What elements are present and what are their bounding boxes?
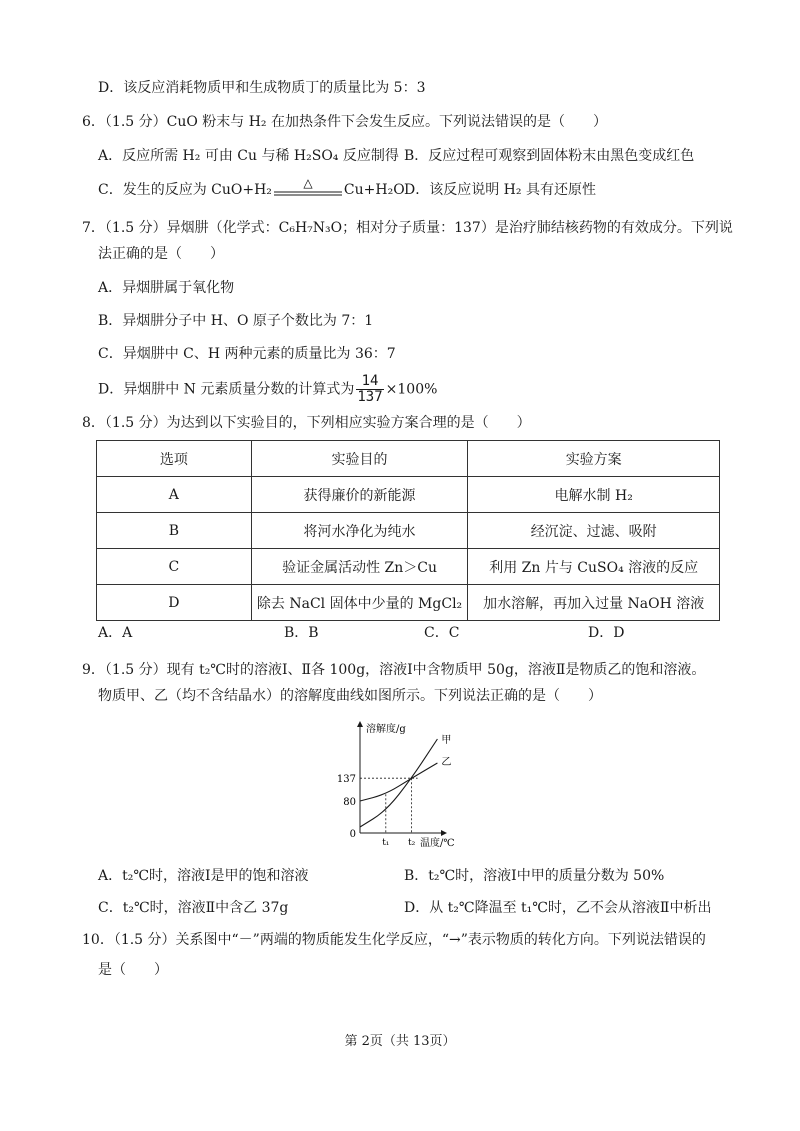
q7-option-d-text: D．异烟肼中 N 元素质量分数的计算式为 [98, 381, 355, 398]
x-tick-label: t₁ [382, 838, 390, 848]
q9-stem-line2: 物质甲、乙（均不含结晶水）的溶解度曲线如图所示。下列说法正确的是（ ） [98, 688, 602, 704]
table-cell: D [97, 585, 252, 621]
q6-option-b: B．反应过程可观察到固体粉末由黑色变成红色 [404, 148, 695, 164]
table-row [97, 585, 720, 621]
q6-option-d: D．该反应说明 H₂ 具有还原性 [404, 182, 596, 198]
q6-option-a: A．反应所需 H₂ 可由 Cu 与稀 H₂SO₄ 反应制得 [98, 148, 399, 164]
series-line-jia [360, 739, 437, 827]
table-cell: B [97, 513, 252, 549]
q9-stem-line1: 9．（1.5 分）现有 t₂℃时的溶液Ⅰ、Ⅱ各 100g，溶液Ⅰ中含物质甲 50g，溶液Ⅱ是物质乙的饱和溶液。 [82, 662, 706, 678]
fraction [356, 374, 383, 405]
table-cell: 利用 Zn 片与 CuSO₄ 溶液的反应 [468, 549, 720, 585]
q10-stem-line1: 10．（1.5 分）关系图中“－”两端的物质能发生化学反应，“→”表示物质的转化方向。下列说法错误的 [82, 932, 706, 948]
q7-option-d-suffix: ×100% [385, 381, 438, 398]
solubility-chart [336, 718, 470, 858]
heating-condition [272, 176, 344, 200]
q9-option-b: B．t₂℃时，溶液Ⅰ中甲的质量分数为 50% [404, 868, 665, 884]
table-header-row [97, 441, 720, 477]
series-label-jia: 甲 [441, 735, 452, 746]
table-row [97, 477, 720, 513]
q9-option-d: D．从 t₂℃降温至 t₁℃时，乙不会从溶液Ⅱ中析出 [404, 900, 712, 916]
table-header: 选项 [97, 441, 252, 477]
y-tick-label: 137 [336, 774, 356, 786]
q8-option-c: C．C [424, 625, 460, 641]
table-header: 实验方案 [468, 441, 720, 477]
page-footer: 第 2页（共 13页） [344, 1034, 456, 1049]
table-header: 实验目的 [251, 441, 468, 477]
table-cell: A [97, 477, 252, 513]
x-axis-label: 温度/℃ [420, 838, 455, 849]
q6-option-c [98, 176, 405, 200]
experiment-table [96, 440, 720, 621]
q8-stem: 8．（1.5 分）为达到以下实验目的，下列相应实验方案合理的是（ ） [82, 415, 531, 431]
table-cell: 获得廉价的新能源 [251, 477, 468, 513]
q8-option-d: D．D [588, 625, 625, 641]
fraction-denominator: 137 [357, 389, 383, 405]
q9-option-a: A．t₂℃时，溶液Ⅰ是甲的饱和溶液 [98, 868, 309, 884]
y-tick-label: 0 [349, 829, 356, 840]
table-cell: 加水溶解，再加入过量 NaOH 溶液 [468, 585, 720, 621]
q8-option-a: A．A [98, 625, 133, 641]
series-label-yi: 乙 [441, 757, 452, 768]
q9-option-c: C．t₂℃时，溶液Ⅱ中含乙 37g [98, 900, 289, 916]
q10-stem-line2: 是（ ） [98, 962, 168, 978]
y-tick-label: 80 [343, 797, 356, 808]
table-cell: 将河水净化为纯水 [251, 513, 468, 549]
q6-option-c-products: Cu+H₂O [343, 182, 405, 198]
fraction-numerator: 14 [356, 374, 383, 390]
q6-stem: 6．（1.5 分）CuO 粉末与 H₂ 在加热条件下会发生反应。下列说法错误的是（ ） [82, 114, 607, 130]
y-axis-label: 溶解度/g [366, 724, 406, 735]
table-cell: 除去 NaCl 固体中少量的 MgCl₂ [251, 585, 468, 621]
q5-option-d: D．该反应消耗物质甲和生成物质丁的质量比为 5：3 [98, 80, 426, 96]
q7-option-b: B．异烟肼分子中 H、O 原子个数比为 7：1 [98, 313, 374, 329]
table-row [97, 549, 720, 585]
heat-triangle-icon: △ [303, 176, 313, 190]
q7-stem-line1: 7．（1.5 分）异烟肼（化学式：C₆H₇N₃O；相对分子质量：137）是治疗肺结核药物的有效成分。下列说 [82, 220, 733, 236]
q7-option-d [98, 374, 437, 405]
q8-option-b: B．B [284, 625, 319, 641]
q7-option-c: C．异烟肼中 C、H 两种元素的质量比为 36：7 [98, 346, 396, 362]
q6-option-c-reactants: C．发生的反应为 CuO+H₂ [98, 182, 272, 198]
table-cell: 验证金属活动性 Zn＞Cu [251, 549, 468, 585]
table-row [97, 513, 720, 549]
x-tick-label: t₂ [407, 838, 416, 848]
q7-stem-line2: 法正确的是（ ） [98, 246, 224, 262]
table-cell: 经沉淀、过滤、吸附 [468, 513, 720, 549]
table-cell: C [97, 549, 252, 585]
table-cell: 电解水制 H₂ [468, 477, 720, 513]
q7-option-a: A．异烟肼属于氧化物 [98, 280, 235, 296]
